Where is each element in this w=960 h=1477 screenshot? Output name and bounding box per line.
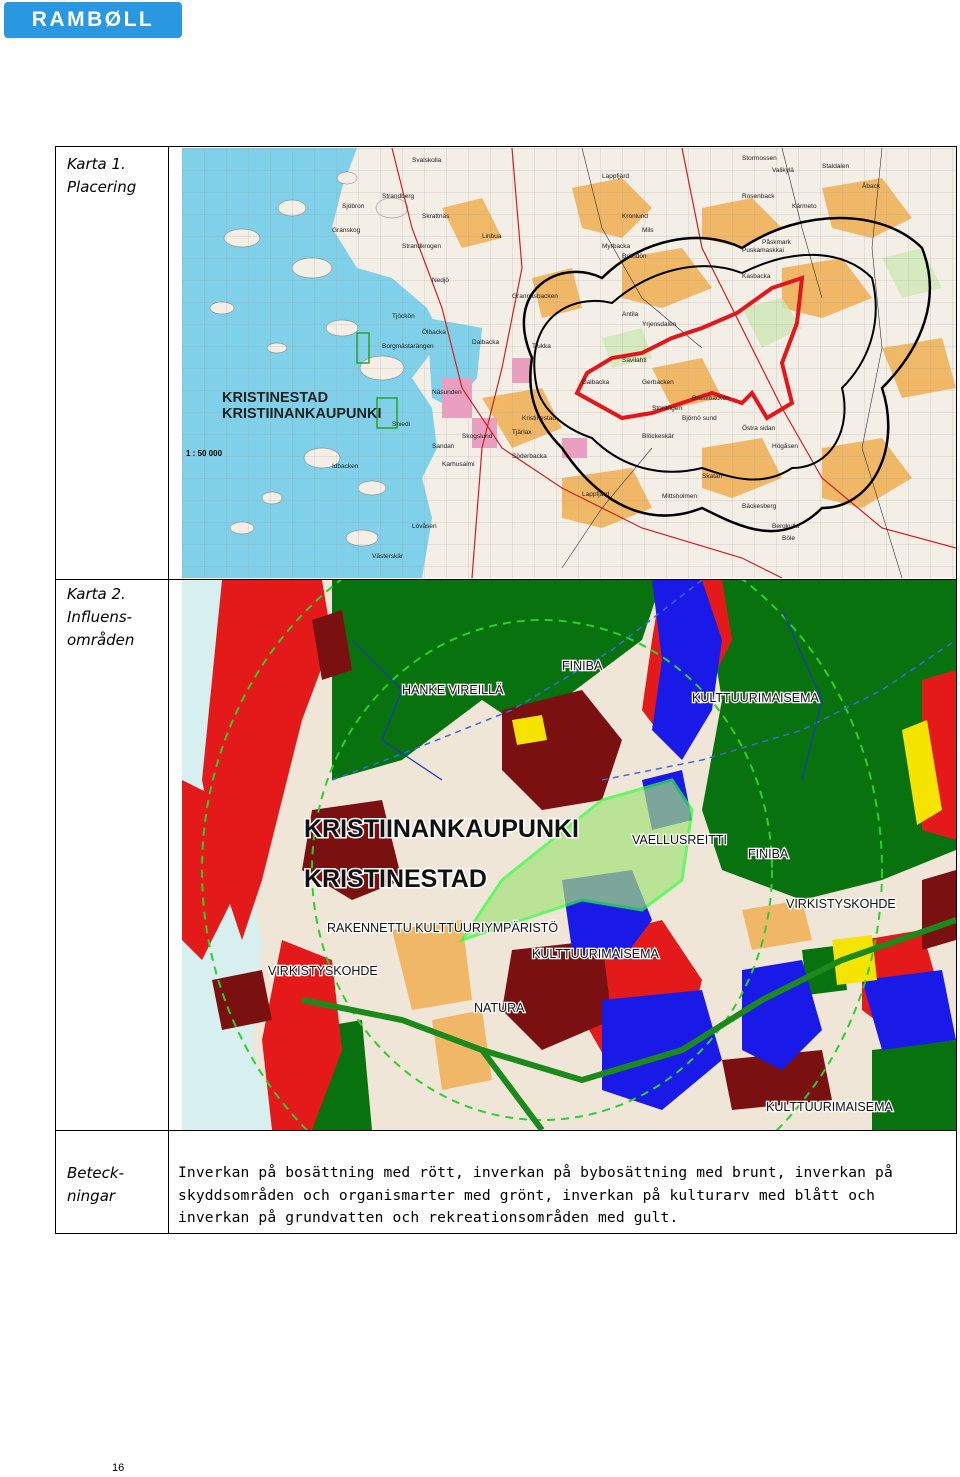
map1-place-label: Sniedi <box>392 421 411 428</box>
map1-place-label: Kronlund <box>622 213 649 220</box>
map1-place-label: Kristinestad <box>522 415 556 422</box>
map-table <box>55 146 957 1234</box>
map1-place-label: Kasbacka <box>742 273 771 280</box>
map1-place-label: Näsunden <box>432 389 462 396</box>
map1-place-label: Bruskbacken <box>692 395 730 402</box>
map1-place-label: Lappfjärd <box>582 491 610 498</box>
map1-place-label: Sjöbron <box>342 203 365 210</box>
map2-label-finiba-1: FINIBA <box>562 659 603 673</box>
map2-label-virkistyskohde-1: VIRKISTYSKOHDE <box>786 897 896 911</box>
map2-label-kulttuurimaisema-2: KULTTUURIMAISEMA <box>532 947 659 961</box>
map1-place-label: Ölbacka <box>422 329 446 336</box>
map1-place-label: Staldalen <box>822 163 850 170</box>
map1-place-label: Böle <box>782 535 796 542</box>
map1-place-label: Myrbacka <box>602 243 631 250</box>
map-influensomraden <box>182 580 956 1130</box>
map1-place-label: Tiukka <box>532 343 551 350</box>
map1-place-label: Rosenback <box>742 193 775 200</box>
map2-label-rakennettu: RAKENNETTU KULTTUURIYMPÄRISTÖ <box>327 921 559 935</box>
map1-place-label: Linbua <box>482 233 502 240</box>
map1-place-label: Grannasbacken <box>512 293 558 300</box>
map1-place-label: Västerskär <box>372 553 404 560</box>
map1-place-label: Stormossen <box>742 155 777 162</box>
map1-place-label: Kärmeto <box>792 203 817 210</box>
map1-place-label: Bäckesberg <box>742 503 777 510</box>
map2-city-fi: KRISTIINANKAUPUNKI <box>304 815 579 843</box>
map1-place-label: Mils <box>642 227 654 234</box>
map1-place-label: Dalbacka <box>472 339 500 346</box>
map1-place-label: Svalskolla <box>412 157 442 164</box>
legend-description: Inverkan på bosättning med rött, inverkan på bybosättning med brunt, inverkan på skyddsområden och organismarter med grönt, inverkan på kulturarv med blått och inverkan på grundvatten och rekreationsområden med gult. <box>178 1164 893 1226</box>
map1-place-label: Högåsen <box>772 443 799 450</box>
row-label-beteckningar: Beteck- ningar <box>67 1164 124 1205</box>
map1-place-label: Gerbacken <box>642 379 674 386</box>
map1-place-label: Påskmark <box>762 239 791 246</box>
map1-place-label: Brändön <box>622 253 647 260</box>
map1-place-label: Storängen <box>652 405 682 412</box>
map1-place-label: Lappfjärd <box>602 173 630 180</box>
map2-label-kulttuurimaisema-3: KULTTUURIMAISEMA <box>766 1100 893 1114</box>
map1-place-label: Dalbacka <box>582 379 610 386</box>
map1-place-label: Yrjensdalen <box>642 321 677 328</box>
map1-city-sv: KRISTINESTAD <box>222 390 329 406</box>
map2-label-virkistyskohde-2: VIRKISTYSKOHDE <box>268 964 378 978</box>
page-number: 16 <box>112 1462 125 1474</box>
map2-label-natura: NATURA <box>474 1001 525 1015</box>
map2-label-hanke: HANKE VIREILLÄ <box>402 683 504 697</box>
map1-place-label: Borgmästarängen <box>382 343 434 350</box>
column-divider <box>168 147 169 1233</box>
map1-place-label: Karhusalmi <box>442 461 475 468</box>
map1-place-label: Tjärlax <box>512 429 532 436</box>
map1-place-label: Antila <box>622 311 639 318</box>
map2-label-vaellusreitti: VAELLUSREITTI <box>632 833 727 847</box>
ramboll-logo <box>4 2 182 38</box>
map1-place-label: Mittsholmen <box>662 493 698 500</box>
map2-label-finiba-2: FINIBA <box>748 847 789 861</box>
map1-place-label: Blöckeskär <box>642 433 674 440</box>
map1-place-label: Idbacken <box>332 463 359 470</box>
map1-place-label: Skatan <box>702 473 723 480</box>
map1-place-label: Granskog <box>332 227 361 234</box>
map-placering <box>182 148 956 578</box>
map2-city-sv: KRISTINESTAD <box>304 865 487 893</box>
map1-place-label: Strandberg <box>382 193 415 200</box>
map1-place-label: Nedjö <box>432 277 449 284</box>
map1-place-label: Strandkrogen <box>402 243 442 250</box>
map2-label-kulttuurimaisema-1: KULTTUURIMAISEMA <box>692 691 819 705</box>
row-label-karta-1: Karta 1. Placering <box>67 155 137 196</box>
map1-place-label: Söderbacka <box>512 453 547 460</box>
map1-city-fi: KRISTIINANKAUPUNKI <box>222 406 382 422</box>
map1-place-label: Savilahti <box>622 357 647 364</box>
map1-place-label: Skrattnäs <box>422 213 450 220</box>
row-label-karta-2: Karta 2. Influens- områden <box>67 585 135 649</box>
logo-text: RAMBØLL <box>31 8 155 31</box>
map1-scale: 1 : 50 000 <box>186 449 223 458</box>
map1-place-label: Valikylä <box>772 167 794 174</box>
map1-place-label: Lövåsen <box>412 523 437 530</box>
map1-place-label: Tjöckön <box>392 313 415 320</box>
map1-place-label: Skogslund <box>462 433 493 440</box>
map1-place-label: Åback <box>862 183 881 190</box>
map1-place-label: Bergkulla <box>772 523 800 530</box>
map1-place-label: Sandan <box>432 443 455 450</box>
row-divider <box>56 1130 956 1131</box>
map1-place-label: Björnö sund <box>682 415 717 422</box>
map1-place-label: Puskamaskkai <box>742 247 784 254</box>
map1-place-label: Östra sidan <box>742 425 776 432</box>
